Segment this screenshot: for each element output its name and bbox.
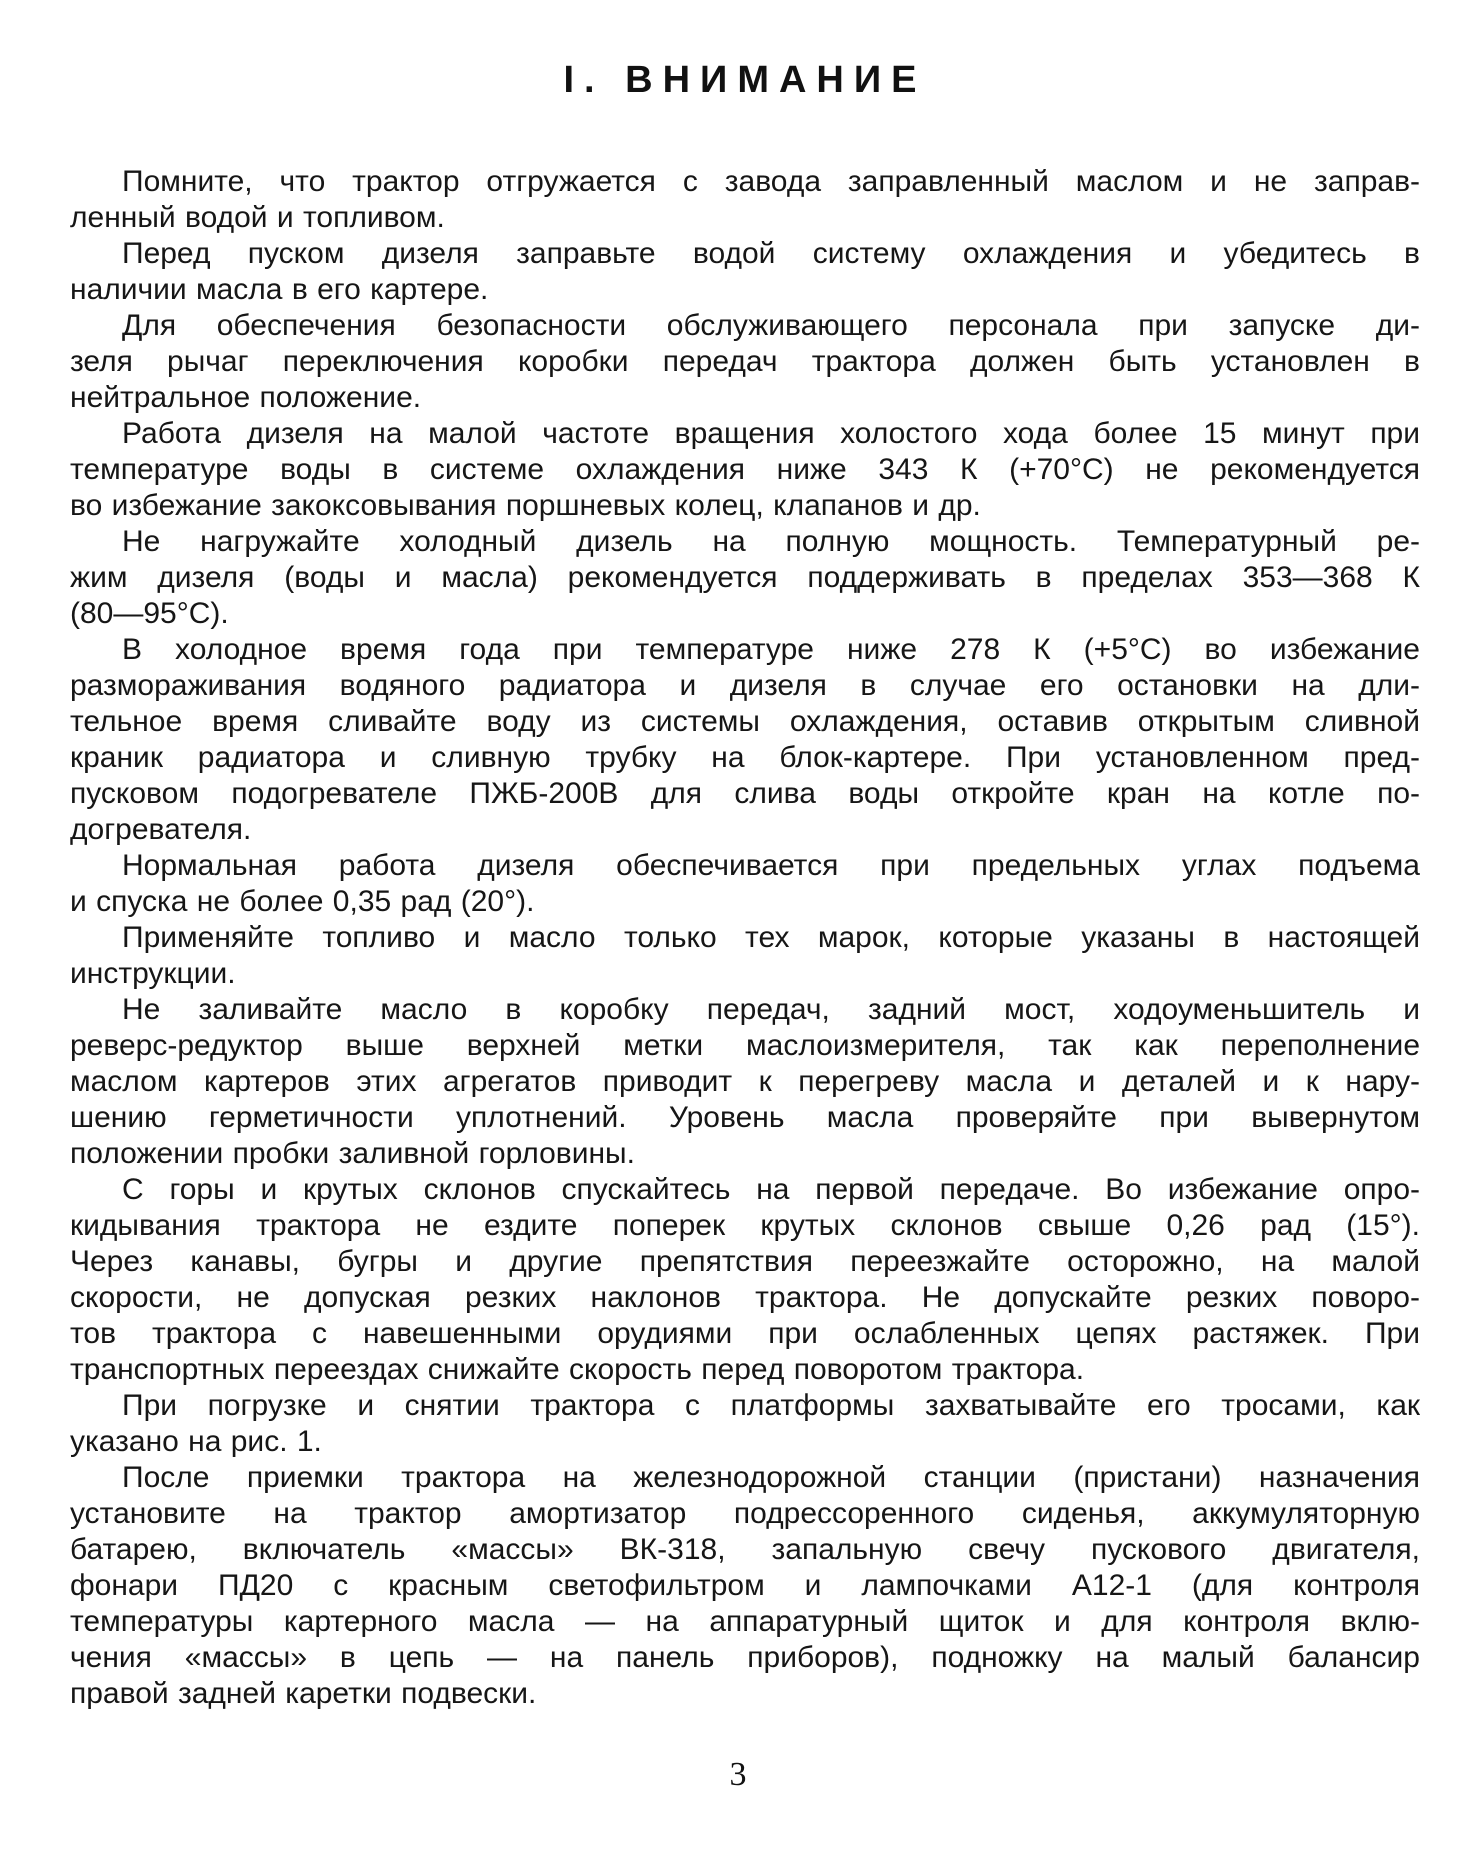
page-number: 3 bbox=[729, 1756, 747, 1793]
paragraph bbox=[70, 164, 1420, 236]
paragraph bbox=[70, 848, 1420, 920]
text-line: пусковом подогревателе ПЖБ-200В для слива воды откройте кран на котле по- bbox=[70, 777, 1420, 810]
paragraph bbox=[70, 1460, 1420, 1712]
text-line: указано на рис. 1. bbox=[70, 1425, 322, 1458]
text-line: во избежание закоксовывания поршневых колец, клапанов и др. bbox=[70, 489, 981, 522]
text-line: После приемки трактора на железнодорожной станции (пристани) назначения bbox=[122, 1461, 1420, 1494]
text-line: В холодное время года при температуре ниже 278 К (+5°С) во избежание bbox=[122, 633, 1420, 666]
text-line: кидывания трактора не ездите поперек крутых склонов свыше 0,26 рад (15°). bbox=[70, 1209, 1420, 1242]
paragraph bbox=[70, 236, 1420, 308]
text-line: температуре воды в системе охлаждения ниже 343 К (+70°С) не рекомендуется bbox=[70, 453, 1420, 486]
text-line: Не заливайте масло в коробку передач, задний мост, ходоуменьшитель и bbox=[122, 993, 1420, 1026]
text-line: зеля рычаг переключения коробки передач трактора должен быть установлен в bbox=[70, 345, 1420, 378]
text-line: краник радиатора и сливную трубку на блок-картере. При установленном пред- bbox=[70, 741, 1420, 774]
text-line: Работа дизеля на малой частоте вращения холостого хода более 15 минут при bbox=[122, 417, 1420, 450]
text-line: и спуска не более 0,35 рад (20°). bbox=[70, 885, 535, 918]
text-line: Помните, что трактор отгружается с завода заправленный маслом и не заправ- bbox=[122, 165, 1420, 198]
text-line: Нормальная работа дизеля обеспечивается при предельных углах подъема bbox=[122, 849, 1420, 882]
text-line: размораживания водяного радиатора и дизеля в случае его остановки на дли- bbox=[70, 669, 1420, 702]
text-line: реверс-редуктор выше верхней метки маслоизмерителя, так как переполнение bbox=[70, 1029, 1420, 1062]
page-title: I. ВНИМАНИЕ bbox=[563, 59, 927, 101]
paragraph bbox=[70, 524, 1420, 632]
text-line: С горы и крутых склонов спускайтесь на первой передаче. Во избежание опро- bbox=[122, 1173, 1420, 1206]
text-line: скорости, не допуская резких наклонов трактора. Не допускайте резких поворо- bbox=[70, 1281, 1420, 1314]
paragraph bbox=[70, 632, 1420, 848]
text-line: тельное время сливайте воду из системы охлаждения, оставив открытым сливной bbox=[70, 705, 1420, 738]
text-line: температуры картерного масла — на аппаратурный щиток и для контроля вклю- bbox=[70, 1605, 1420, 1638]
paragraph bbox=[70, 416, 1420, 524]
text-line: Через канавы, бугры и другие препятствия переезжайте осторожно, на малой bbox=[70, 1245, 1420, 1278]
paragraph bbox=[70, 1172, 1420, 1388]
text-line: Перед пуском дизеля заправьте водой систему охлаждения и убедитесь в bbox=[122, 237, 1420, 270]
text-line: инструкции. bbox=[70, 957, 236, 990]
text-line: догревателя. bbox=[70, 813, 252, 846]
text-line: Не нагружайте холодный дизель на полную мощность. Температурный ре- bbox=[122, 525, 1420, 558]
text-line: жим дизеля (воды и масла) рекомендуется поддерживать в пределах 353—368 К bbox=[70, 561, 1420, 594]
text-line: маслом картеров этих агрегатов приводит к перегреву масла и деталей и к нару- bbox=[70, 1065, 1420, 1098]
text-line: батарею, включатель «массы» ВК-318, запальную свечу пускового двигателя, bbox=[70, 1533, 1420, 1566]
paragraph bbox=[70, 308, 1420, 416]
text-line: шению герметичности уплотнений. Уровень масла проверяйте при вывернутом bbox=[70, 1101, 1420, 1134]
text-line: наличии масла в его картере. bbox=[70, 273, 489, 306]
paragraph bbox=[70, 920, 1420, 992]
document-body bbox=[70, 164, 1420, 1712]
text-line: Для обеспечения безопасности обслуживающего персонала при запуске ди- bbox=[122, 309, 1420, 342]
text-line: транспортных переездах снижайте скорость перед поворотом трактора. bbox=[70, 1353, 1085, 1386]
paragraph bbox=[70, 992, 1420, 1172]
text-line: положении пробки заливной горловины. bbox=[70, 1137, 635, 1170]
text-line: фонари ПД20 с красным светофильтром и лампочками А12-1 (для контроля bbox=[70, 1569, 1420, 1602]
text-line: Применяйте топливо и масло только тех марок, которые указаны в настоящей bbox=[122, 921, 1420, 954]
text-line: тов трактора с навешенными орудиями при ослабленных цепях растяжек. При bbox=[70, 1317, 1420, 1350]
text-line: нейтральное положение. bbox=[70, 381, 422, 414]
paragraph bbox=[70, 1388, 1420, 1460]
text-line: ленный водой и топливом. bbox=[70, 201, 445, 234]
text-line: (80—95°С). bbox=[70, 597, 229, 630]
text-line: правой задней каретки подвески. bbox=[70, 1677, 537, 1710]
text-line: установите на трактор амортизатор подрессоренного сиденья, аккумуляторную bbox=[70, 1497, 1420, 1530]
text-line: При погрузке и снятии трактора с платформы захватывайте его тросами, как bbox=[122, 1389, 1420, 1422]
text-line: чения «массы» в цепь — на панель приборов), подножку на малый балансир bbox=[70, 1641, 1420, 1674]
